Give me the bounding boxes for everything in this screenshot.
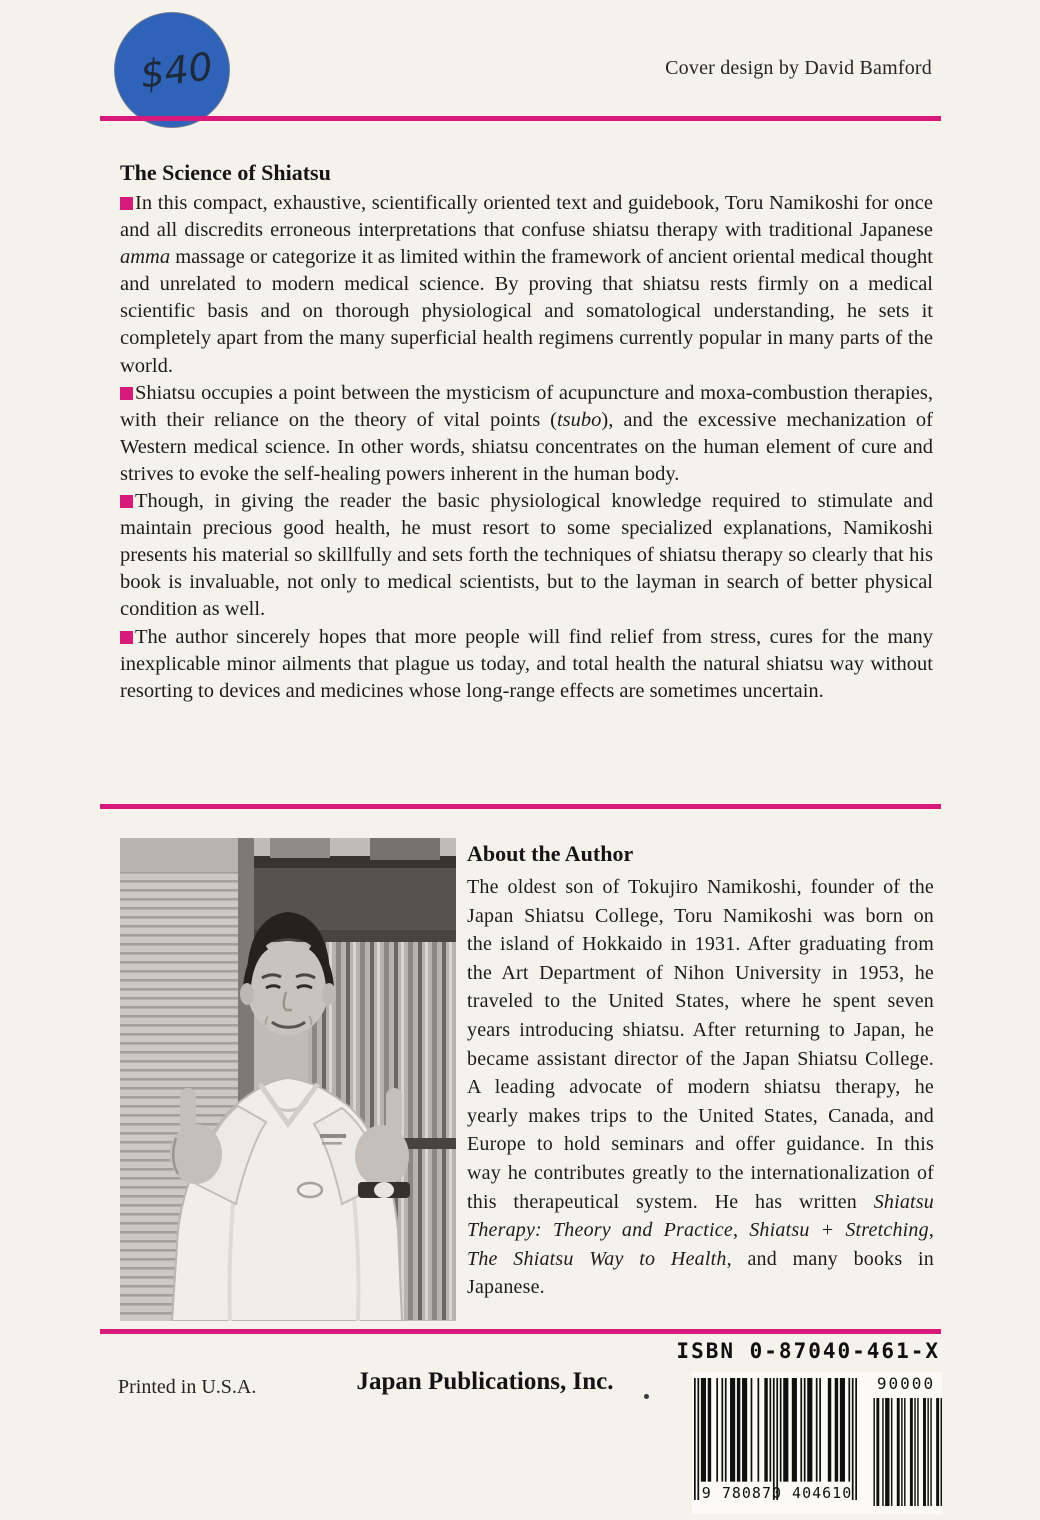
ean13-barcode (694, 1378, 857, 1500)
price-text: $40 (137, 44, 216, 97)
cover-credit: Cover design by David Bamford (665, 57, 932, 79)
pink-square-bullet (120, 387, 133, 400)
synopsis-paragraph (120, 488, 933, 623)
author-photo (120, 838, 456, 1321)
synopsis-paragraph (120, 190, 933, 380)
publisher-name: Japan Publications, Inc. (356, 1368, 614, 1395)
pink-square-bullet (120, 631, 133, 644)
paragraph-text: In this compact, exhaustive, scientifically oriented text and guidebook, Toru Namikoshi for once and all discredits erroneous interpretations that confuse shiatsu therapy with traditional Japanese amma massage or categorize it as limited within the framework of ancient oriental medical thought and unrelated to modern medical science. By proving that shiatsu rests firmly on a medical scientific basis and on thorough physiological and somatological understanding, he sets it completely apart from the many superficial health regimens currently popular in many parts of the world. (120, 192, 933, 377)
divider-rule-top (100, 116, 941, 121)
ean5-addon-barcode (872, 1398, 942, 1506)
divider-rule-middle (100, 804, 941, 809)
paragraph-text: The author sincerely hopes that more people will find relief from stress, cures for the many inexplicable minor ailments that plague us today, and total health the natural shiatsu way without resorting to devices and medicines whose long-range effects are sometimes uncertain. (120, 625, 933, 702)
synopsis-section (120, 160, 933, 705)
synopsis-heading: The Science of Shiatsu (120, 160, 331, 185)
pink-square-bullet (120, 495, 133, 508)
barcode-block (692, 1372, 942, 1514)
barcode-number: 9 780870 404610 (701, 1484, 853, 1502)
about-author-heading: About the Author (467, 841, 634, 866)
paragraph-text: Shiatsu occupies a point between the mysticism of acupuncture and moxa-combustion therapies, with their reliance on the theory of vital points (tsubo), and the excessive mechanization of Western medical science. In other words, shiatsu concentrates on the human element of cure and strives to evoke the self-healing powers inherent in the human body. (120, 381, 933, 485)
scan-artifact-dot (644, 1394, 649, 1399)
synopsis-paragraph (120, 380, 933, 488)
barcode-addon-label: 90000 (876, 1374, 936, 1393)
printed-in-text: Printed in U.S.A. (118, 1376, 257, 1398)
divider-rule-bottom (100, 1329, 941, 1334)
isbn-text: ISBN 0-87040-461-X (676, 1339, 940, 1363)
author-photo-graphic (120, 838, 456, 1321)
about-author-text: The oldest son of Tokujiro Namikoshi, founder of the Japan Shiatsu College, Toru Namikoshi was born on the island of Hokkaido in 1931. After graduating from the Art Department of Nihon University in 1953, he traveled to the United States, where he spent seven years introducing shiatsu. After returning to Japan, he became assistant director of the Japan Shiatsu College. A leading advocate of modern shiatsu therapy, he yearly makes trips to the United States, Canada, and Europe to hold seminars and offer guidance. In this way he contributes greatly to the internationalization of this therapeutical system. He has written Shiatsu Therapy: Theory and Practice, Shiatsu + Stretching, The Shiatsu Way to Health, and many books in Japanese. (467, 876, 935, 1299)
price-sticker (114, 12, 230, 128)
price-sticker-graphic (114, 12, 230, 128)
pink-square-bullet (120, 197, 133, 210)
synopsis-paragraph (120, 624, 933, 705)
about-author-section (467, 841, 934, 1302)
paragraph-text: Though, in giving the reader the basic physiological knowledge required to stimulate and maintain precious good health, he must resort to some specialized explanations, Namikoshi presents his material so skillfully and sets forth the techniques of shiatsu therapy so clearly that his book is invaluable, not only to medical scientists, but to the layman in search of better physical condition as well. (120, 490, 933, 621)
